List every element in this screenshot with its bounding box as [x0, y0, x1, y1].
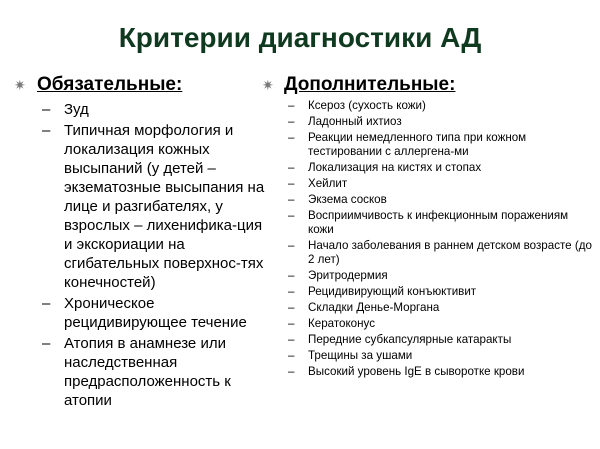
- mandatory-heading: Обязательные:: [37, 74, 183, 95]
- list-item: [288, 301, 592, 315]
- dash-bullet-icon: –: [288, 131, 295, 144]
- dash-bullet-icon: –: [288, 349, 295, 362]
- dash-bullet-icon: –: [288, 285, 295, 298]
- dash-bullet-icon: –: [288, 193, 295, 206]
- dash-bullet-icon: –: [288, 317, 295, 330]
- list-item: [42, 100, 272, 119]
- list-item: [42, 334, 272, 410]
- list-item-text: Начало заболевания в раннем детском возрасте (до 2 лет): [308, 239, 592, 266]
- dash-bullet-icon: –: [288, 161, 295, 174]
- list-item-text: Реакции немедленного типа при кожном тестировании с аллергена-ми: [308, 131, 527, 158]
- list-item: [288, 115, 592, 129]
- list-item: [288, 317, 592, 331]
- list-item: [288, 239, 592, 267]
- list-item: [288, 209, 592, 237]
- dash-bullet-icon: –: [42, 335, 51, 352]
- dash-bullet-icon: –: [288, 177, 295, 190]
- list-item-text: Ладонный ихтиоз: [308, 115, 402, 128]
- list-item: [288, 285, 592, 299]
- list-item-text: Локализация на кистях и стопах: [308, 161, 482, 174]
- dash-bullet-icon: –: [288, 209, 295, 222]
- dash-bullet-icon: –: [288, 99, 295, 112]
- list-item: [288, 131, 592, 159]
- list-item-text: Эритродермия: [308, 269, 388, 282]
- dash-bullet-icon: –: [42, 295, 51, 312]
- dash-bullet-icon: –: [288, 301, 295, 314]
- mandatory-criteria-column: [14, 74, 272, 412]
- list-item-text: Передние субкапсулярные катаракты: [308, 333, 512, 346]
- asterisk-bullet-icon: ✷: [14, 77, 26, 93]
- dash-bullet-icon: –: [42, 101, 51, 118]
- list-item-text: Хейлит: [308, 177, 348, 190]
- list-item-text: Экзема сосков: [308, 193, 387, 206]
- dash-bullet-icon: –: [288, 115, 295, 128]
- page-title: Критерии диагностики АД: [118, 22, 482, 53]
- dash-bullet-icon: –: [288, 333, 295, 346]
- dash-bullet-icon: –: [42, 122, 51, 139]
- list-item-text: Восприимчивость к инфекционным поражениям кожи: [308, 209, 569, 236]
- list-item: [288, 365, 592, 379]
- dash-bullet-icon: –: [288, 365, 295, 378]
- additional-heading: Дополнительные:: [284, 74, 456, 95]
- list-item-text: Трещины за ушами: [308, 349, 413, 362]
- list-item-text: Рецидивирующий конъюктивит: [308, 285, 477, 298]
- list-item: [288, 177, 592, 191]
- list-item-text: Кератоконус: [308, 317, 375, 330]
- list-item: [288, 269, 592, 283]
- list-item-text: Типичная морфология и локализация кожных высыпаний (у детей – экзематозные высыпания на лице и разгибателях, у взрослых – лихенифика-ция и экскориации на сгибательных поверхнос-тях конечностей): [64, 122, 265, 291]
- mandatory-heading-row: [14, 74, 272, 96]
- mandatory-list: [14, 100, 272, 410]
- dash-bullet-icon: –: [288, 239, 295, 252]
- list-item-text: Атопия в анамнезе или наследственная предрасположенность к атопии: [64, 335, 231, 409]
- dash-bullet-icon: –: [288, 269, 295, 282]
- additional-list: [262, 99, 592, 379]
- list-item-text: Хроническое рецидивирующее течение: [64, 295, 247, 331]
- list-item: [288, 193, 592, 207]
- list-item: [42, 121, 272, 292]
- list-item: [288, 333, 592, 347]
- list-item: [42, 294, 272, 332]
- asterisk-bullet-icon: ✷: [262, 77, 274, 93]
- list-item-text: Складки Денье-Моргана: [308, 301, 440, 314]
- list-item: [288, 161, 592, 175]
- additional-heading-row: [262, 74, 592, 96]
- list-item-text: Высокий уровень IgE в сыворотке крови: [308, 365, 525, 378]
- additional-criteria-column: [262, 74, 592, 381]
- list-item: [288, 349, 592, 363]
- list-item: [288, 99, 592, 113]
- list-item-text: Ксероз (сухость кожи): [308, 99, 426, 112]
- list-item-text: Зуд: [64, 101, 89, 118]
